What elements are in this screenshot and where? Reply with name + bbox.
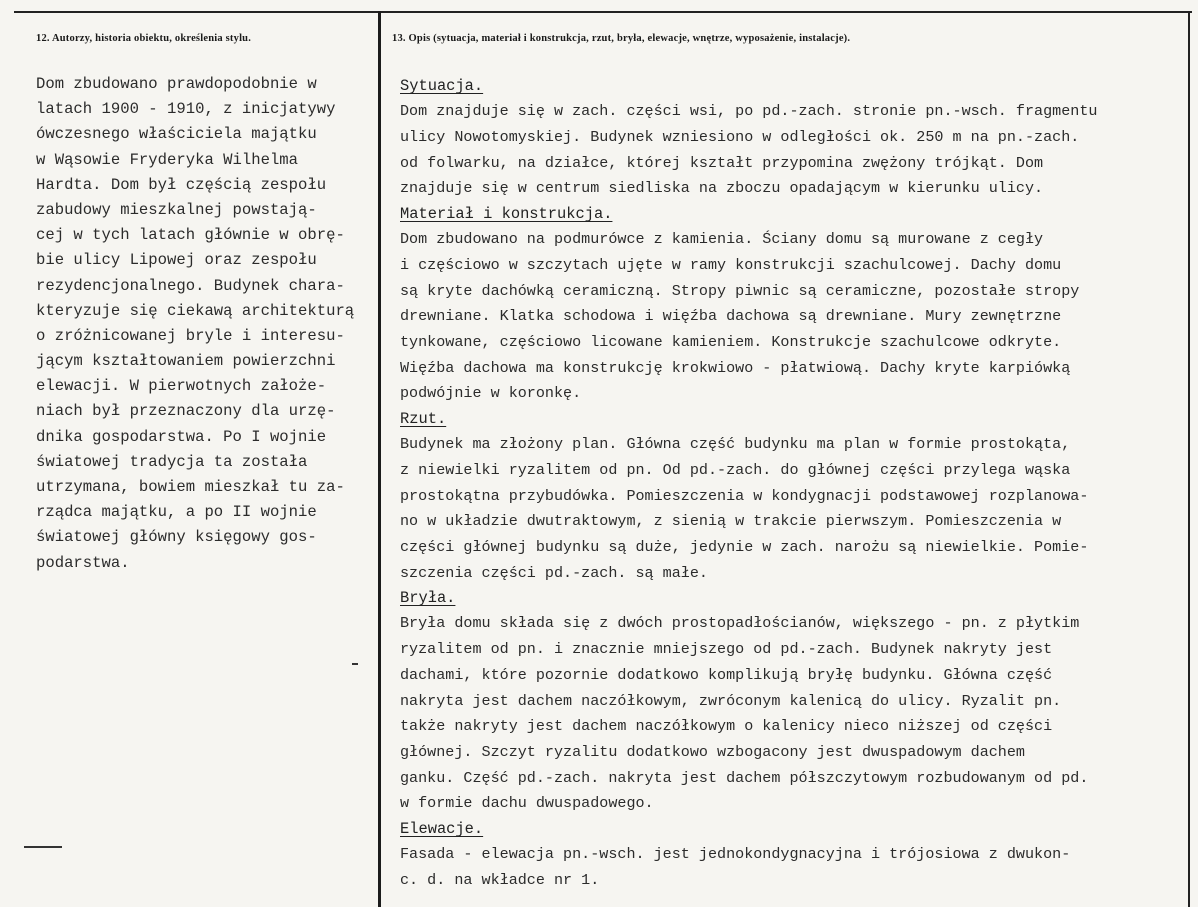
text-line: są kryte dachówką ceramiczną. Stropy piwnic są ceramiczne, pozostałe stropy [400,281,1080,300]
subheading-elevations: Elewacje. [400,819,484,838]
left-section-heading: 12. Autorzy, historia obiektu, określenia stylu. [36,33,252,44]
text-line: cej w tych latach głównie w obrę- [36,226,345,245]
text-line: nakryta jest dachem naczółkowym, zwróconym kalenicą do ulicy. Ryzalit pn. [400,691,1062,710]
text-line: niach był przeznaczony dla urzę- [36,402,336,421]
text-line: światowej główny księgowy gos- [36,528,317,547]
right-column-text [400,74,1186,894]
text-line: Więźba dachowa ma konstrukcję krokwiowo - płatwiową. Dachy kryte karpiówką [400,358,1071,377]
text-line: Dom zbudowano prawdopodobnie w [36,75,317,93]
text-line: od folwarku, na działce, której kształt przypomina zwężony trójkąt. Dom [400,153,1044,172]
text-line: zabudowy mieszkalnej powstają- [36,200,317,219]
section-situation [400,74,1186,202]
subheading-plan: Rzut. [400,409,447,428]
text-line: kteryzuje się ciekawą architekturą [36,301,355,320]
text-line: o zróżnicowanej bryle i interesu- [36,326,345,345]
right-border-rule [1188,11,1190,907]
left-column-text [36,72,372,576]
subheading-massing: Bryła. [400,589,456,608]
subheading-material: Materiał i konstrukcja. [400,204,613,223]
text-line: ulicy Nowotomyskiej. Budynek wzniesiono w odległości ok. 250 m na pn.-zach. [400,127,1080,146]
text-line: ganku. Część pd.-zach. nakryta jest dachem półszczytowym rozbudowanym od pd. [400,768,1089,787]
text-line: głównej. Szczyt ryzalitu dodatkowo wzbogacony jest dwuspadowym dachem [400,742,1025,761]
text-line: drewniane. Klatka schodowa i więźba dachowa są drewniane. Mury zewnętrzne [400,307,1062,326]
text-line: znajduje się w centrum siedliska na zboczu opadającym w kierunku ulicy. [400,179,1044,198]
section-massing [400,586,1186,817]
text-line: w formie dachu dwuspadowego. [400,794,654,813]
text-line: Fasada - elewacja pn.-wsch. jest jednokondygnacyjna i trójosiowa z dwukon- [400,845,1071,864]
stray-mark [352,663,358,665]
section-elevations [400,817,1186,894]
text-line: ryzalitem od pn. i znacznie mniejszego od pd.-zach. Budynek nakryty jest [400,640,1053,659]
text-line: w Wąsowie Fryderyka Wilhelma [36,150,299,169]
text-line: rządca majątku, a po II wojnie [36,503,317,522]
text-line: części głównej budynku są duże, jedynie w zach. narożu są niewielkie. Pomie- [400,537,1089,556]
text-line: jącym kształtowaniem powierzchni [36,352,336,371]
text-line: no w układzie dwutraktowym, z sienią w trakcie pierwszym. Pomieszczenia w [400,512,1062,531]
text-line: światowej tradycja ta została [36,452,308,471]
text-line: Dom zbudowano na podmurówce z kamienia. Ściany domu są murowane z cegły [400,230,1044,249]
text-line: tynkowane, częściowo licowane kamieniem. Konstrukcje szachulcowe odkryte. [400,332,1062,351]
top-border-rule [14,11,1192,13]
text-line: podwójnie w koronkę. [400,384,582,403]
text-line: ówczesnego właściciela majątku [36,125,317,144]
text-line: utrzymana, bowiem mieszkał tu za- [36,478,345,496]
right-section-heading: 13. Opis (sytuacja, materiał i konstrukcja, rzut, bryła, elewacje, wnętrze, wyposażenie, instalacje). [392,33,851,44]
text-line: Budynek ma złożony plan. Główna część budynku ma plan w formie prostokąta, [400,435,1071,454]
text-line: szczenia części pd.-zach. są małe. [400,563,708,582]
text-line: elewacji. W pierwotnych założe- [36,377,327,396]
text-line: podarstwa. [36,553,130,572]
text-line: c. d. na wkładce nr 1. [400,870,600,889]
column-divider [378,11,381,907]
text-line: Hardta. Dom był częścią zespołu [36,175,327,194]
text-line: z niewielki ryzalitem od pn. Od pd.-zach. do głównej części przylega wąska [400,460,1071,479]
text-line: Bryła domu składa się z dwóch prostopadłościanów, większego - pn. z płytkim [400,614,1080,633]
text-line: latach 1900 - 1910, z inicjatywy [36,100,336,119]
text-line: prostokątna przybudówka. Pomieszczenia w kondygnacji podstawowej rozplanowa- [400,486,1089,505]
section-plan [400,407,1186,586]
text-line: bie ulicy Lipowej oraz zespołu [36,251,317,270]
text-line: dachami, które pozornie dodatkowo komplikują bryłę budynku. Główna część [400,665,1053,684]
text-line: dnika gospodarstwa. Po I wojnie [36,427,327,446]
subheading-situation: Sytuacja. [400,77,484,95]
text-line: i częściowo w szczytach ujęte w ramy konstrukcji szachulcowej. Dachy domu [400,255,1062,274]
text-line: rezydencjonalnego. Budynek chara- [36,276,345,295]
bottom-left-rule [24,846,62,848]
section-material [400,202,1186,407]
text-line: także nakryty jest dachem naczółkowym o kalenicy nieco niższej od części [400,717,1053,736]
text-line: Dom znajduje się w zach. części wsi, po pd.-zach. stronie pn.-wsch. fragmentu [400,102,1098,121]
